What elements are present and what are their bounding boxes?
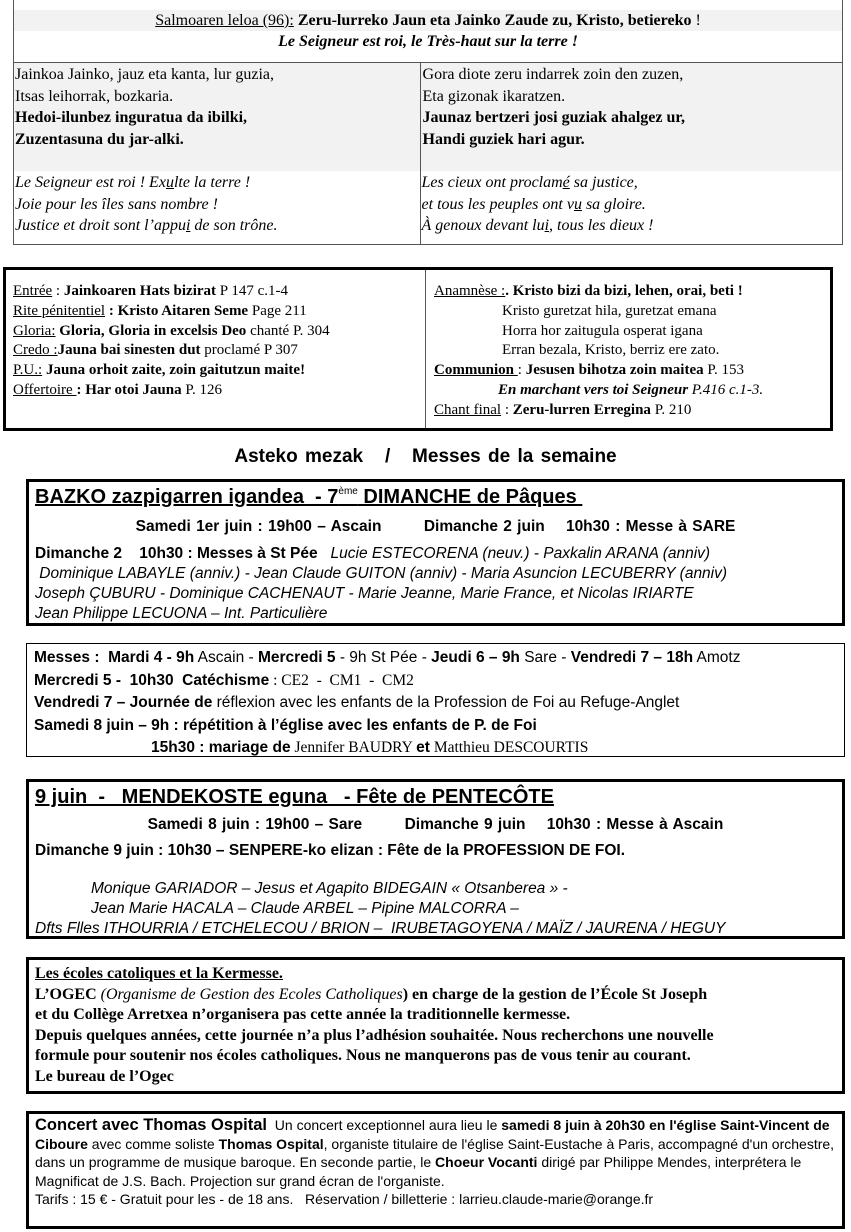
chant-ref: proclamé P 307 <box>200 342 298 359</box>
reflection-day-line <box>27 692 844 715</box>
anamnese-line: Erran bezala, Kristo, berriz ere zato. <box>502 342 720 359</box>
mass-intentions-line: Jean Philippe LECUONA – Int. Particulière <box>35 605 328 622</box>
chant-label: Chant final <box>434 401 502 418</box>
schools-heading: Les écoles catoliques et la Kermesse. <box>35 965 283 982</box>
weekday-schedule-box <box>26 643 845 757</box>
mass-label: Dimanche 2 10h30 : Messes à St Pée <box>35 545 318 562</box>
wedding-and: et <box>416 739 430 756</box>
choir-name: Choeur Vocanti <box>435 1154 538 1171</box>
sep: : <box>52 283 64 299</box>
mass-intentions-line <box>29 537 842 564</box>
chant-label: Rite pénitentiel <box>13 302 106 319</box>
sep: : <box>105 302 118 319</box>
refrain-label: Salmoaren leloa (96): <box>155 12 294 29</box>
psalm-verse-left <box>14 63 421 244</box>
refrain-basque: Zeru-lurreko Jaun eta Jainko Zaude zu, Kristo, betiereko <box>293 12 692 29</box>
concert-title: Concert avec Thomas Ospital <box>35 1116 267 1134</box>
psalm-verses <box>14 63 842 244</box>
concert-box <box>26 1111 845 1229</box>
pentecost-mass-times: Samedi 8 juin : 19h00 – Sare Dimanche 9 juin 10h30 : Messe à Ascain <box>147 816 724 833</box>
chant-label: Entrée <box>13 283 53 299</box>
schools-kermesse-box <box>26 957 845 1094</box>
chant-pu <box>13 361 425 381</box>
mass-intentions-line: Monique GARIADOR – Jesus et Agapito BIDEGAIN « Otsanberea » - <box>91 880 568 897</box>
title-text: DIMANCHE de Pâques <box>357 486 583 508</box>
wedding-label: 15h30 : mariage de <box>151 739 291 756</box>
chant-ref: chanté P. 304 <box>246 322 330 339</box>
mass-intentions-line: Joseph ÇUBURU - Dominique CACHENAUT - Marie Jeanne, Marie France, et Nicolas IRIARTE <box>35 585 694 602</box>
seventh-sunday-easter-box <box>26 479 845 626</box>
chant-anamnese <box>434 282 830 302</box>
text: L’OGEC <box>35 985 101 1003</box>
place: Amotz <box>693 649 741 666</box>
soloist-name: Thomas Ospital <box>218 1135 324 1152</box>
refrain-french: Le Seigneur est roi, le Très-haut sur la terre ! <box>278 33 578 50</box>
text: sa justice, <box>569 174 638 191</box>
chant-label: Gloria: <box>13 322 56 339</box>
refrain-basque-end: ! <box>691 12 701 29</box>
concert-date-venue: samedi 8 juin à 20h30 en l'église Saint-Vincent de Ciboure <box>35 1117 830 1152</box>
pentecost-box <box>26 779 845 939</box>
anamnese-line: Horra hor zaitugula osperat igana <box>502 322 703 339</box>
psalm-refrain <box>14 0 842 63</box>
chant-title: . Kristo bizi da bizi, lehen, orai, beti ! <box>505 283 743 299</box>
place: - 9h St Pée - <box>335 649 432 666</box>
chant-title: Jainkoaren Hats bizirat <box>63 283 217 299</box>
sep: : <box>517 362 526 379</box>
chant-rite-penitentiel <box>13 302 425 322</box>
sunday-mass-times: Samedi 1er juin : 19h00 – Ascain Dimanche 2 juin 10h30 : Messe à SARE <box>135 518 736 535</box>
text-underlined: u <box>165 174 174 191</box>
weekday-masses <box>27 644 844 670</box>
chants-left-column <box>6 270 426 428</box>
chant-credo <box>13 341 425 361</box>
text: sa gloire. <box>581 195 646 213</box>
text: Le Seigneur est roi ! Ex <box>15 174 166 191</box>
intentions: Lucie ESTECORENA (neuv.) - Paxkalin ARANA (anniv) <box>317 545 711 562</box>
basque-stanza <box>421 63 842 171</box>
schools-paragraph-line: Depuis quelques années, cette journée n’a plus l’adhésion souhaitée. Nous recherchons une nouvelle <box>35 1026 714 1044</box>
text: de son trône. <box>190 217 278 234</box>
catechism-levels: : CE2 - CM1 - CM2 <box>269 671 414 689</box>
reservation-email[interactable]: larrieu.claude-marie@orange.fr <box>459 1191 654 1208</box>
tarifs-text: Tarifs : 15 € - Gratuit pour les - de 18 ans. Réservation / billetterie : <box>35 1191 460 1208</box>
verse-line: Jainkoa Jainko, jauz eta kanta, lur guzia, <box>15 66 275 83</box>
chant-title: Jauna orhoit zaite, zoin gaitutzun maite! <box>45 362 306 379</box>
chant-gloria <box>13 322 425 342</box>
chant-title: Jesusen bihotza zoin maitea <box>525 362 704 379</box>
sunday-title <box>29 482 842 510</box>
week-masses-heading: Asteko mezak / Messes de la semaine <box>234 446 617 467</box>
place: Ascain - <box>194 649 258 666</box>
chant-ref: P. 210 <box>650 401 692 418</box>
chant-title: Jauna bai sinesten dut <box>57 342 201 359</box>
wedding-name: Jennifer BAUDRY <box>290 739 417 756</box>
schools-paragraph-line: et du Collège Arretxea n’organisera pas cette année la traditionnelle kermesse. <box>35 1006 571 1023</box>
day-label: Messes : Mardi 4 - 9h <box>34 649 195 666</box>
mass-intentions-line: Dfts Flles ITHOURRIA / ETCHELECOU / BRION – IRUBETAGOYENA / MAÏZ / JAURENA / HEGUY <box>35 920 726 937</box>
verse-line <box>422 194 840 216</box>
text: Un concert exceptionnel aura lieu le <box>267 1117 502 1133</box>
chant-title: Gloria, Gloria in excelsis Deo <box>59 322 247 339</box>
anamnese-line: Kristo guretzat hila, guretzat emana <box>502 302 717 319</box>
text: Les cieux ont proclam <box>421 174 563 191</box>
chant-title: En marchant vers toi Seigneur <box>498 381 689 398</box>
text: lte la terre ! <box>173 174 251 191</box>
psalm-box <box>13 0 843 245</box>
chant-ref: P. 126 <box>181 381 223 398</box>
text-underlined: u <box>573 195 582 213</box>
french-stanza <box>14 171 420 237</box>
chant-communion <box>434 361 830 381</box>
chant-communion-alt <box>434 381 830 401</box>
chant-final <box>434 401 830 421</box>
rehearsal-line: Samedi 8 juin – 9h : répétition à l’église avec les enfants de P. de Foi <box>34 716 537 734</box>
chant-label: Communion <box>434 362 518 379</box>
concert-tarifs <box>35 1190 838 1209</box>
pentecost-intentions <box>29 861 842 939</box>
chant-entree <box>13 282 425 302</box>
verse-line <box>422 172 840 194</box>
chant-ref: P.416 c.1-3. <box>688 381 764 398</box>
chant-label: P.U.: <box>13 362 43 379</box>
text: et tous les peuples ont v <box>421 195 574 213</box>
french-stanza <box>421 171 842 237</box>
concert-text <box>35 1116 838 1190</box>
verse-line <box>15 194 418 216</box>
place: Sare - <box>519 649 571 666</box>
pentecost-title: 9 juin - MENDEKOSTE eguna - Fête de PENTECÔTE <box>35 786 554 808</box>
verse-line-bold: Handi guziek hari agur. <box>422 130 585 148</box>
profession-of-faith-line: Dimanche 9 juin : 10h30 – SENPERE-ko elizan : Fête de la PROFESSION DE FOI. <box>35 842 626 859</box>
text: ) en charge de la gestion de l’École St Joseph <box>402 985 708 1003</box>
chants-right-column <box>426 270 830 428</box>
wedding-name: Matthieu DESCOURTIS <box>429 739 589 756</box>
wedding-line <box>27 737 844 760</box>
chant-label: Anamnèse : <box>434 283 506 299</box>
text: Justice et droit sont l’appu <box>15 217 186 234</box>
verse-line-bold: Zuzentasuna du jar-alki. <box>15 130 184 148</box>
schools-paragraph-line: formule pour soutenir nos écoles catholiques. Nous ne manquerons pas de vous tenir au courant. <box>35 1047 691 1064</box>
title-text: BAZKO zazpigarren igandea - 7 <box>35 486 339 508</box>
sep: : <box>76 381 86 398</box>
reflection-text: réflexion avec les enfants de la Profession de Foi au Refuge-Anglet <box>212 694 680 711</box>
day-label: Jeudi 6 – 9h <box>431 649 520 666</box>
catechism-label: Mercredi 5 - 10h30 Catéchisme <box>34 671 270 689</box>
psalm-verse-right <box>421 63 842 244</box>
text: Joie pour les îles sans nombre ! <box>15 195 218 213</box>
chant-offertoire <box>13 381 425 401</box>
text: À genoux devant lu <box>421 217 545 234</box>
mass-intentions-line: Dominique LABAYLE (anniv.) - Jean Claude GUITON (anniv) - Maria Asuncion LECUBERRY (anniv) <box>35 565 728 582</box>
chant-ref: P 147 c.1-4 <box>216 283 288 299</box>
verse-line: Eta gizonak ikaratzen. <box>422 87 566 105</box>
verse-line <box>15 172 418 194</box>
verse-line: Itsas leihorrak, bozkaria. <box>15 87 174 105</box>
chant-title: Har otoi Jauna <box>85 381 182 398</box>
chants-box <box>3 267 833 431</box>
verse-line-bold: Jaunaz bertzeri josi guziak ahalgez ur, <box>422 109 686 126</box>
schools-signature: Le bureau de l’Ogec <box>35 1067 174 1085</box>
chant-label: Offertoire <box>13 381 77 398</box>
chant-label: Credo : <box>13 342 58 359</box>
chant-title: Zeru-lurren Erregina <box>512 401 651 418</box>
title-superscript: ème <box>338 486 358 497</box>
text-italic: (Organisme de Gestion des Ecoles Catholiques <box>100 985 403 1003</box>
verse-line <box>422 215 840 237</box>
catechism-line <box>27 670 844 693</box>
chant-ref: P. 153 <box>703 362 745 379</box>
mass-intentions-line: Jean Marie HACALA – Claude ARBEL – Pipine MALCORRA – <box>91 900 519 917</box>
chant-ref: Page 211 <box>248 302 307 319</box>
text-underlined: i <box>544 217 550 234</box>
sep: : <box>501 401 513 418</box>
verse-line <box>15 215 418 237</box>
basque-stanza <box>14 63 420 171</box>
reflection-label: Vendredi 7 – Journée de <box>34 694 213 711</box>
text-underlined: i <box>185 217 191 234</box>
verse-line: Gora diote zeru indarrek zoin den zuzen, <box>422 66 684 83</box>
chant-title: Kristo Aitaren Seme <box>117 302 249 319</box>
verse-line-bold: Hedoi-ilunbez inguratua da ibilki, <box>15 109 248 126</box>
refrain-basque-line <box>14 10 842 31</box>
day-label: Mercredi 5 <box>257 649 336 666</box>
text-underlined: é <box>562 174 570 191</box>
schools-paragraph <box>35 985 842 1006</box>
text: avec comme soliste <box>87 1135 219 1152</box>
text: dirigé par Philippe Mendes, interprétera le Magnificat de J.S. Bach. Projection sur grand écran de l'organiste. <box>35 1154 802 1189</box>
text: , organiste titulaire de l'église Saint-Eustache à Paris, accompagné d'un orchestre, dans un programme de musique baroque. En seconde partie, le <box>35 1135 835 1171</box>
day-label: Vendredi 7 – 18h <box>570 649 694 666</box>
text: , tous les dieux ! <box>549 217 654 234</box>
